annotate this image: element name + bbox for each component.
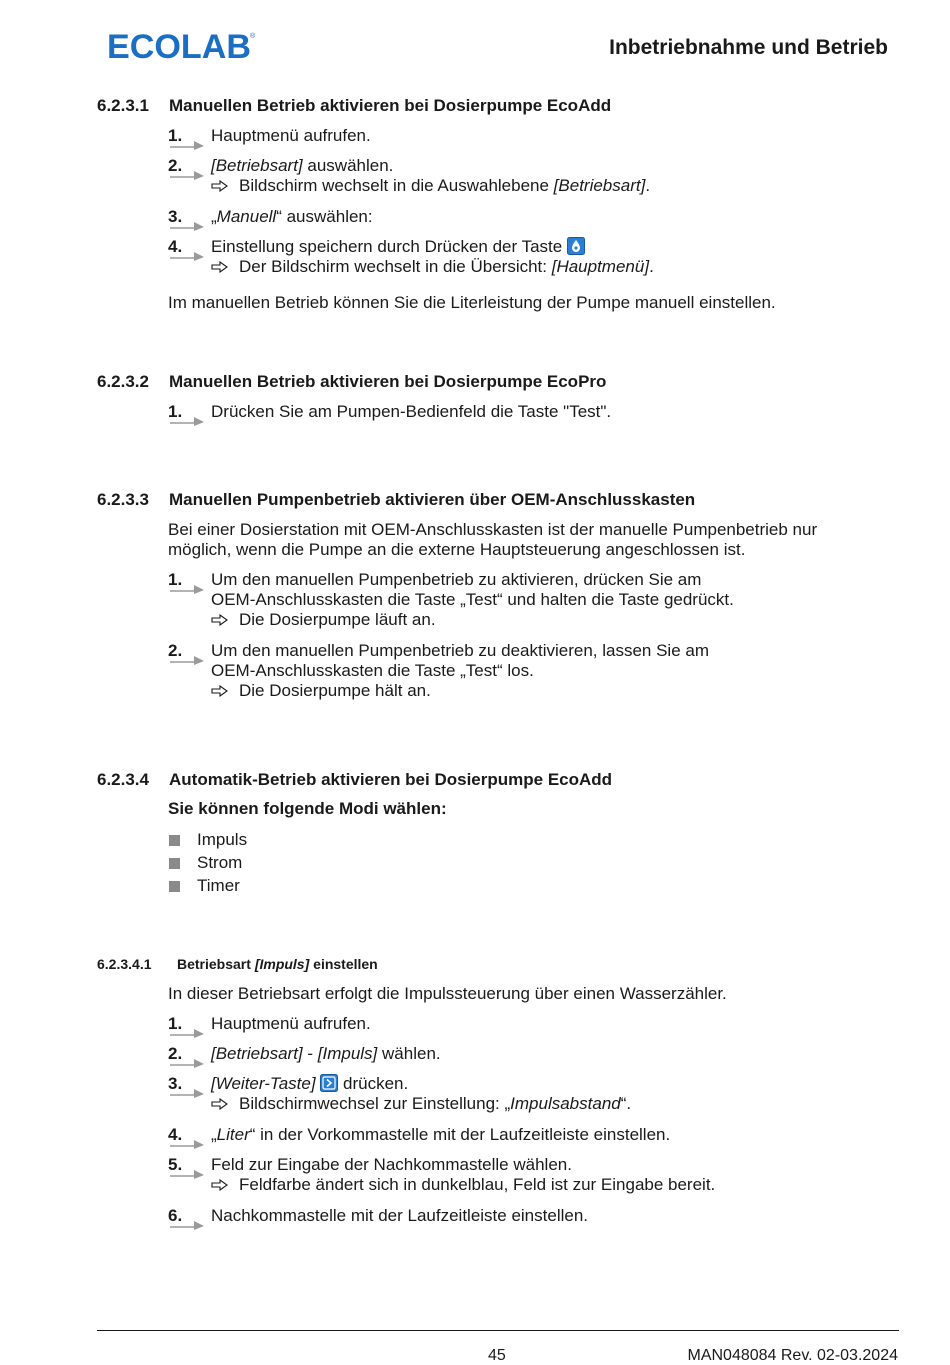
document-id: MAN048084 Rev. 02-03.2024 bbox=[687, 1347, 898, 1364]
section-number: 6.2.3.1 bbox=[97, 96, 149, 115]
step-number: 1. bbox=[168, 402, 183, 421]
step-arrow-icon bbox=[170, 1089, 204, 1098]
section-title: Automatik-Betrieb aktivieren bei Dosierpumpe EcoAdd bbox=[169, 770, 613, 789]
step-number: 6. bbox=[168, 1206, 183, 1225]
step-arrow-icon bbox=[170, 1140, 204, 1149]
step-number: 3. bbox=[168, 1074, 183, 1093]
section-number: 6.2.3.3 bbox=[97, 490, 149, 509]
step-arrow-icon bbox=[170, 417, 204, 426]
footer-divider bbox=[97, 1330, 899, 1331]
step-arrow-icon bbox=[170, 585, 204, 594]
step-text: „Manuell“ auswählen: bbox=[211, 207, 373, 226]
step-number: 2. bbox=[168, 641, 183, 660]
bullet-square-icon bbox=[169, 835, 180, 846]
step-text: Hauptmenü aufrufen. bbox=[211, 1014, 371, 1033]
result-arrow-icon bbox=[211, 1179, 228, 1191]
section-number: 6.2.3.2 bbox=[97, 372, 149, 391]
step-arrow-icon bbox=[170, 252, 204, 261]
step-number: 2. bbox=[168, 1044, 183, 1063]
step-text: [Weiter-Taste] drücken. bbox=[211, 1074, 409, 1093]
subheading: Sie können folgende Modi wählen: bbox=[168, 799, 447, 818]
step-text: Feld zur Eingabe der Nachkommastelle wählen. bbox=[211, 1155, 572, 1174]
step-number: 5. bbox=[168, 1155, 183, 1174]
step-arrow-icon bbox=[170, 171, 204, 180]
next-key-icon bbox=[320, 1074, 338, 1092]
paragraph: Im manuellen Betrieb können Sie die Literleistung der Pumpe manuell einstellen. bbox=[168, 293, 776, 312]
paragraph: In dieser Betriebsart erfolgt die Impulssteuerung über einen Wasserzähler. bbox=[168, 984, 727, 1003]
result-arrow-icon bbox=[211, 180, 228, 192]
section-title: Betriebsart [Impuls] einstellen bbox=[177, 956, 378, 972]
step-number: 1. bbox=[168, 570, 183, 589]
result-arrow-icon bbox=[211, 614, 228, 626]
step-text: [Betriebsart] - [Impuls] wählen. bbox=[211, 1044, 441, 1063]
step-text: Um den manuellen Pumpenbetrieb zu deaktivieren, lassen Sie am OEM-Anschlusskasten die Taste „Test“ los. bbox=[211, 641, 709, 680]
step-arrow-icon bbox=[170, 222, 204, 231]
section-title: Manuellen Pumpenbetrieb aktivieren über OEM-Anschlusskasten bbox=[169, 490, 696, 509]
step-text: Um den manuellen Pumpenbetrieb zu aktivieren, drücken Sie am OEM-Anschlusskasten die Taste „Test“ und halten die Taste gedrückt. bbox=[211, 570, 734, 609]
save-key-icon bbox=[567, 237, 585, 255]
step-text: „Liter“ in der Vorkommastelle mit der Laufzeitleiste einstellen. bbox=[211, 1125, 671, 1144]
step-number: 2. bbox=[168, 156, 183, 175]
section-number: 6.2.3.4.1 bbox=[97, 956, 152, 972]
section-title: Manuellen Betrieb aktivieren bei Dosierpumpe EcoPro bbox=[169, 372, 607, 391]
svg-text:ECOLAB: ECOLAB bbox=[107, 30, 251, 62]
ecolab-logo bbox=[107, 30, 257, 62]
step-text: Drücken Sie am Pumpen-Bedienfeld die Taste "Test". bbox=[211, 402, 612, 421]
step-arrow-icon bbox=[170, 1059, 204, 1068]
step-arrow-icon bbox=[170, 1221, 204, 1230]
step-arrow-icon bbox=[170, 141, 204, 150]
step-arrow-icon bbox=[170, 1029, 204, 1038]
bullet-square-icon bbox=[169, 858, 180, 869]
result-arrow-icon bbox=[211, 261, 228, 273]
step-number: 1. bbox=[168, 126, 183, 145]
step-arrow-icon bbox=[170, 1170, 204, 1179]
step-text: [Betriebsart] auswählen. bbox=[211, 156, 394, 175]
result-arrow-icon bbox=[211, 1098, 228, 1110]
section-number: 6.2.3.4 bbox=[97, 770, 149, 789]
step-number: 1. bbox=[168, 1014, 183, 1033]
step-text: Nachkommastelle mit der Laufzeitleiste einstellen. bbox=[211, 1206, 589, 1225]
page-header-title: Inbetriebnahme und Betrieb bbox=[609, 36, 888, 59]
step-number: 3. bbox=[168, 207, 183, 226]
step-arrow-icon bbox=[170, 656, 204, 665]
section-title: Manuellen Betrieb aktivieren bei Dosierpumpe EcoAdd bbox=[169, 96, 612, 115]
step-text: Hauptmenü aufrufen. bbox=[211, 126, 371, 145]
step-number: 4. bbox=[168, 1125, 183, 1144]
result-arrow-icon bbox=[211, 685, 228, 697]
step-text: Einstellung speichern durch Drücken der Taste bbox=[211, 237, 585, 257]
step-number: 4. bbox=[168, 237, 183, 256]
svg-text:®: ® bbox=[250, 33, 256, 40]
paragraph: Bei einer Dosierstation mit OEM-Anschlusskasten ist der manuelle Pumpenbetrieb nur möglich, wenn die Pumpe an die externe Hauptsteuerung angeschlossen ist. bbox=[168, 520, 818, 559]
page-number: 45 bbox=[488, 1347, 506, 1364]
bullet-square-icon bbox=[169, 881, 180, 892]
